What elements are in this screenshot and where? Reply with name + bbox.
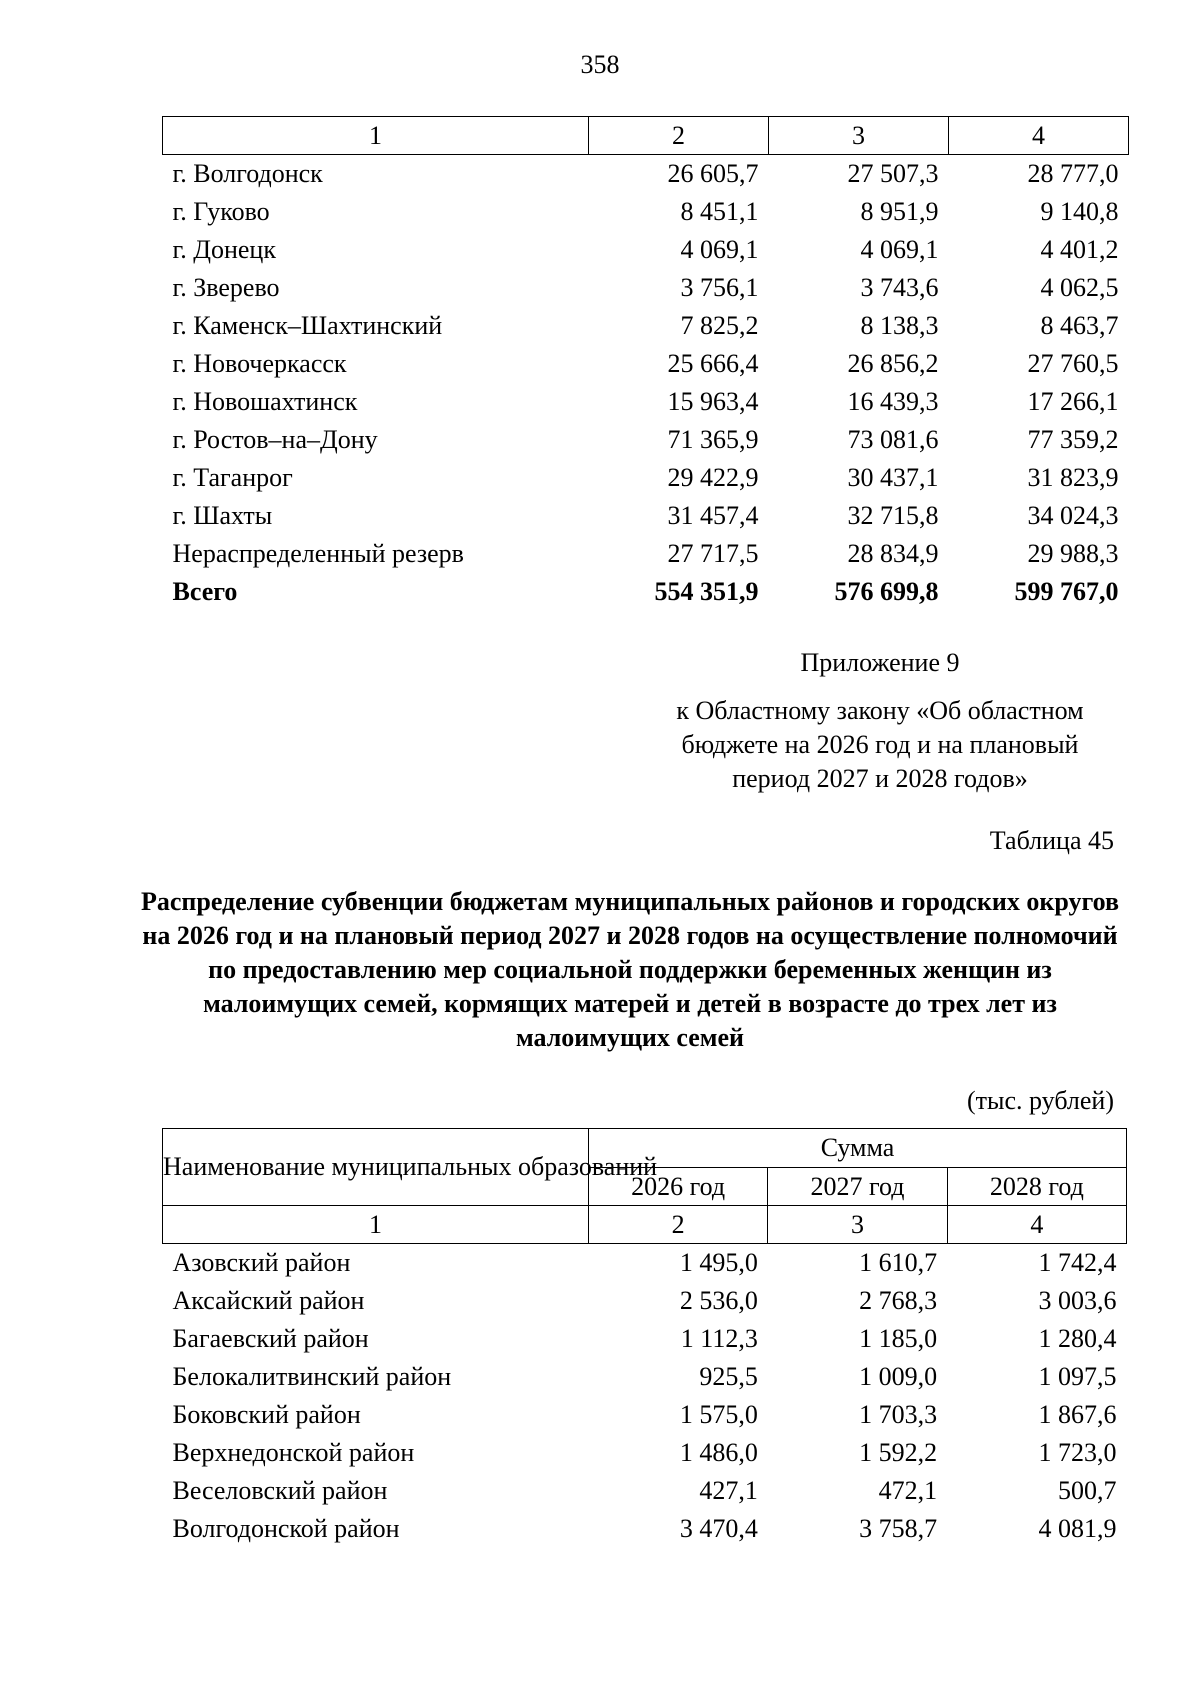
row-value: 1 867,6: [1038, 1400, 1117, 1429]
row-value: 26 605,7: [667, 159, 759, 188]
row-value: 31 823,9: [1027, 463, 1119, 492]
row-label: Верхнедонской район: [172, 1438, 415, 1467]
total-value: 554 351,9: [654, 577, 759, 606]
table-row: [163, 459, 1129, 497]
row-value: 1 097,5: [1038, 1362, 1117, 1391]
row-value: 1 185,0: [859, 1324, 938, 1353]
units-label: (тыс. рублей): [966, 1086, 1114, 1115]
col-number: 3: [769, 117, 949, 155]
table-row: [163, 155, 1129, 194]
row-value: 28 834,9: [847, 539, 939, 568]
row-label: г. Донецк: [172, 235, 276, 264]
row-value: 3 756,1: [680, 273, 759, 302]
total-value: 576 699,8: [834, 577, 939, 606]
col-number: 2: [589, 1206, 768, 1244]
row-value: 3 470,4: [679, 1514, 758, 1543]
row-value: 1 742,4: [1038, 1248, 1117, 1277]
table-row: [163, 1434, 1127, 1472]
row-value: 16 439,3: [847, 387, 939, 416]
col-number: 3: [768, 1206, 947, 1244]
row-value: 77 359,2: [1027, 425, 1119, 454]
table-1-header-row: [163, 117, 1129, 155]
table-row: [163, 1396, 1127, 1434]
sum-column-header: Сумма: [589, 1129, 1127, 1168]
year-header: 2028 год: [947, 1168, 1126, 1206]
table-row: [163, 1358, 1127, 1396]
col-number: 4: [947, 1206, 1126, 1244]
row-label: г. Гуково: [172, 197, 270, 226]
row-value: 30 437,1: [847, 463, 939, 492]
row-label: Веселовский район: [172, 1476, 388, 1505]
table-row: [163, 497, 1129, 535]
row-value: 29 422,9: [667, 463, 759, 492]
row-value: 1 592,2: [859, 1438, 938, 1467]
table-row: [163, 193, 1129, 231]
row-value: 4 401,2: [1040, 235, 1119, 264]
year-header: 2027 год: [768, 1168, 947, 1206]
row-value: 8 463,7: [1040, 311, 1119, 340]
total-label: Всего: [172, 577, 238, 606]
row-label: г. Таганрог: [172, 463, 293, 492]
row-value: 31 457,4: [667, 501, 759, 530]
row-value: 3 758,7: [859, 1514, 938, 1543]
row-label: Боковский район: [172, 1400, 361, 1429]
row-value: 29 988,3: [1027, 539, 1119, 568]
row-value: 17 266,1: [1027, 387, 1119, 416]
table-1: [162, 116, 1129, 611]
col-number: 1: [163, 117, 589, 155]
row-value: 7 825,2: [680, 311, 759, 340]
table-row: [163, 1282, 1127, 1320]
table-row: [163, 1244, 1127, 1283]
row-value: 1 703,3: [859, 1400, 938, 1429]
table-1-body: [163, 155, 1129, 574]
row-label: Волгодонской район: [172, 1514, 400, 1543]
row-value: 8 951,9: [860, 197, 939, 226]
table-row: [163, 269, 1129, 307]
row-value: 1 610,7: [859, 1248, 938, 1277]
row-value: 25 666,4: [667, 349, 759, 378]
year-header: 2026 год: [589, 1168, 768, 1206]
row-label: г. Зверево: [172, 273, 280, 302]
row-value: 27 760,5: [1027, 349, 1119, 378]
row-value: 2 768,3: [859, 1286, 938, 1315]
row-value: 32 715,8: [847, 501, 939, 530]
row-label: г. Шахты: [172, 501, 273, 530]
row-label: Аксайский район: [172, 1286, 365, 1315]
row-label: г. Новошахтинск: [172, 387, 358, 416]
table-row: [163, 421, 1129, 459]
row-value: 27 717,5: [667, 539, 759, 568]
col-number: 4: [949, 117, 1129, 155]
row-value: 1 495,0: [679, 1248, 758, 1277]
col-number: 1: [163, 1206, 589, 1244]
row-value: 2 536,0: [679, 1286, 758, 1315]
table-row: [163, 1320, 1127, 1358]
row-label: Багаевский район: [172, 1324, 369, 1353]
row-label: г. Ростов–на–Дону: [172, 425, 378, 454]
table-2-body: [163, 1244, 1127, 1549]
row-value: 1 280,4: [1038, 1324, 1117, 1353]
row-value: 472,1: [878, 1476, 938, 1505]
row-value: 26 856,2: [847, 349, 939, 378]
row-value: 1 009,0: [859, 1362, 938, 1391]
col-number: 2: [589, 117, 769, 155]
row-value: 9 140,8: [1040, 197, 1119, 226]
row-label: Белокалитвинский район: [172, 1362, 452, 1391]
page-number: 358: [580, 50, 620, 79]
table-row: [163, 383, 1129, 421]
row-value: 4 081,9: [1038, 1514, 1117, 1543]
row-value: 3 743,6: [860, 273, 939, 302]
row-label: Нераспределенный резерв: [172, 539, 464, 568]
row-value: 8 138,3: [860, 311, 939, 340]
name-column-header: Наименование муниципальных образований: [163, 1129, 589, 1206]
row-value: 27 507,3: [847, 159, 939, 188]
row-value: 4 069,1: [860, 235, 939, 264]
column-number-row: [163, 1206, 1127, 1244]
table-2: [162, 1128, 1127, 1548]
table-row: [163, 535, 1129, 573]
row-value: 500,7: [1058, 1476, 1117, 1505]
row-label: г. Каменск–Шахтинский: [172, 311, 443, 340]
row-value: 1 486,0: [679, 1438, 758, 1467]
row-value: 1 575,0: [679, 1400, 758, 1429]
total-value: 599 767,0: [1014, 577, 1119, 606]
total-row: [163, 573, 1129, 611]
row-value: 1 112,3: [680, 1324, 758, 1353]
row-value: 925,5: [699, 1362, 758, 1391]
row-value: 1 723,0: [1038, 1438, 1117, 1467]
table-2-header-row: [163, 1129, 1127, 1168]
table-title: Распределение субвенции бюджетам муниципальных районов и городских округов на 2026 год и на плановый период 2027 и 2028 годов на осуществление полномочий по предоставлению мер социальной поддержки беременных женщин из малоимущих семей, кормящих матерей и детей в возрасте до трех лет из малоимущих семей: [140, 887, 1120, 1052]
row-value: 4 062,5: [1040, 273, 1119, 302]
appendix-reference: к Областному закону «Об областном бюджете на 2026 год и на плановый период 2027 и 2028 годов»: [676, 696, 1084, 793]
table-row: [163, 345, 1129, 383]
table-row: [163, 1472, 1127, 1510]
row-label: г. Новочеркасск: [172, 349, 347, 378]
table-row: [163, 307, 1129, 345]
row-value: 3 003,6: [1038, 1286, 1117, 1315]
row-value: 427,1: [699, 1476, 758, 1505]
table-row: [163, 1510, 1127, 1548]
appendix-title: Приложение 9: [800, 648, 960, 677]
row-value: 71 365,9: [667, 425, 759, 454]
row-value: 4 069,1: [680, 235, 759, 264]
row-label: Азовский район: [172, 1248, 351, 1277]
table-number: Таблица 45: [989, 826, 1114, 855]
row-value: 15 963,4: [667, 387, 759, 416]
row-value: 34 024,3: [1027, 501, 1119, 530]
row-label: г. Волгодонск: [172, 159, 323, 188]
row-value: 28 777,0: [1027, 159, 1119, 188]
row-value: 73 081,6: [847, 425, 939, 454]
row-value: 8 451,1: [680, 197, 759, 226]
table-row: [163, 231, 1129, 269]
